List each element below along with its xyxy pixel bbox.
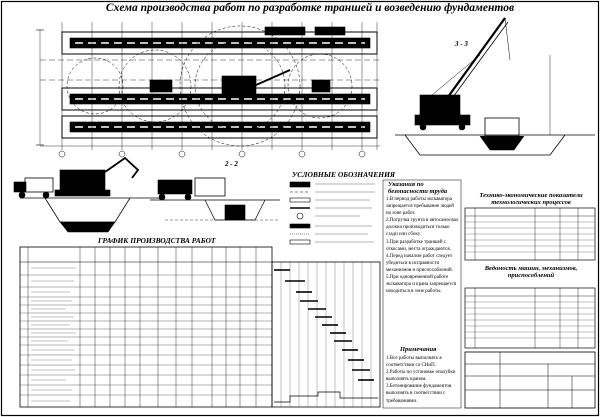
crane-section: [395, 18, 595, 155]
tech-econ-title: Технико-экономические показатели технологических процессов: [479, 192, 583, 206]
section-label-2-2: 2 - 2: [225, 160, 238, 168]
drawing-title: Схема производства работ по разработке траншей и возведению фундаментов: [105, 2, 515, 14]
excavator-sections: [14, 158, 280, 232]
machines-table: [465, 288, 595, 348]
schedule-title: ГРАФИК ПРОИЗВОДСТВА РАБОТ: [98, 236, 216, 245]
title-block: [465, 352, 595, 408]
schedule-table: [20, 247, 272, 407]
safety-text: 1.В период работы экскаватора запрещается пребывание людей на зоне работ. 2.Погрузка грунта в автосамосвал должна производиться только сзади или сбоку. 3.При разработке траншей с откосами, места ограждаются. 4.Перед началом работ следует убедиться в исправности механизмов и приспособлений. 5.При одновременной работе экскаватора и крана запрещается находиться в зоне работы.: [386, 197, 459, 295]
gantt-chart: [272, 262, 380, 407]
notes-title: Примечания: [400, 346, 437, 353]
tech-econ-table: [465, 208, 595, 260]
notes-text: 1.Все работы выполнять в соответствии со СНиП. 2.Работы по установке опалубки выполнять краном. 3.Бетонирование фундаментов выполнять в соответствии с требованиями.: [386, 356, 456, 404]
plan-view: [36, 22, 380, 157]
section-label-3-3: 3 - 3: [455, 40, 468, 48]
machines-title: Ведомость машин, механизмов, приспособлений: [484, 265, 578, 279]
safety-title: Указания по безопасности труда: [388, 181, 448, 195]
legend-title: УСЛОВНЫЕ ОБОЗНАЧЕНИЯ: [292, 170, 396, 179]
legend-symbols: [290, 182, 375, 244]
